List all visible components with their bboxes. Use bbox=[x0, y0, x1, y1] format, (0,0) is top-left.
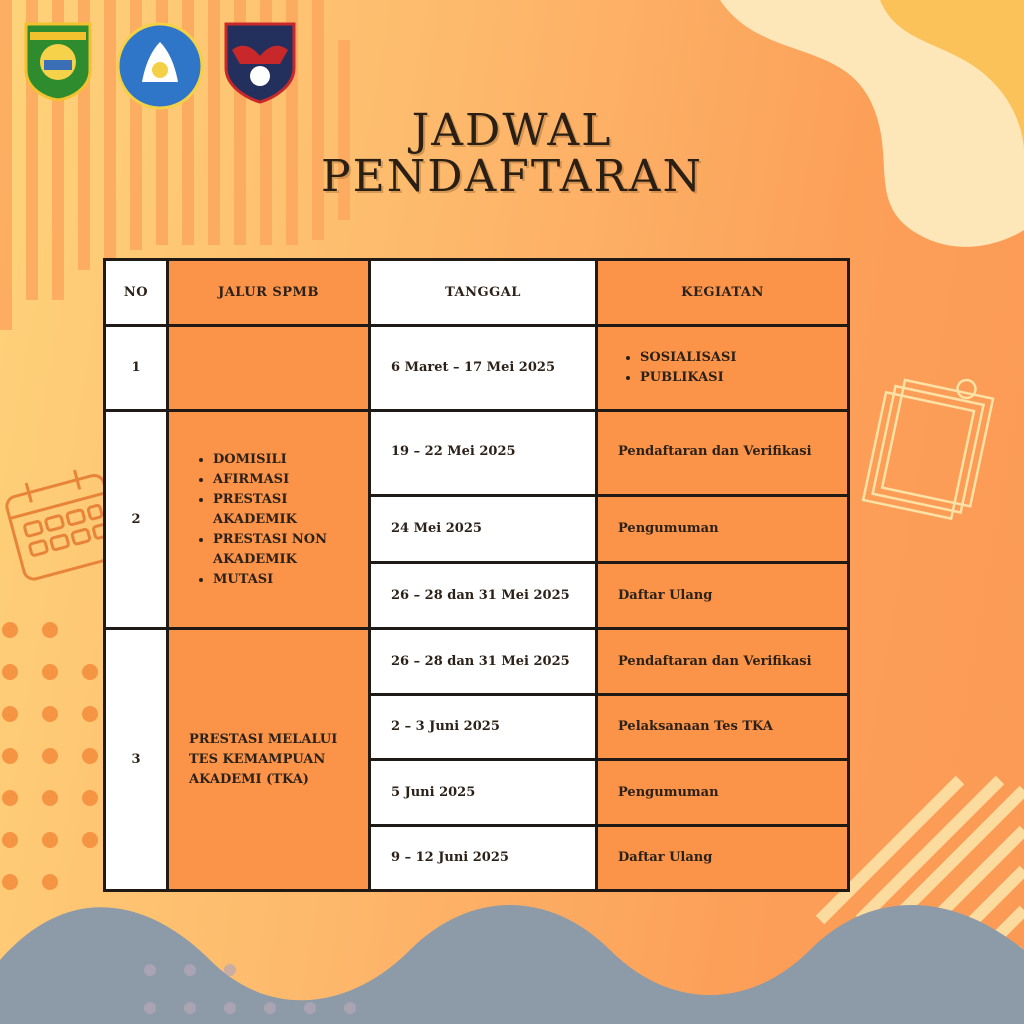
tanggal-cell: 6 Maret – 17 Mei 2025 bbox=[371, 327, 595, 409]
row-number: 2 bbox=[106, 412, 166, 627]
tut-wuri-handayani-emblem bbox=[114, 20, 206, 112]
list-item: • PUBLIKASI bbox=[640, 368, 736, 388]
kegiatan-cell: Pelaksanaan Tes TKA bbox=[598, 696, 847, 758]
tanggal-cell: 19 – 22 Mei 2025 bbox=[371, 412, 595, 494]
list-item: • PRESTASI NON AKADEMIK bbox=[213, 530, 358, 570]
jalur-cell: PRESTASI MELALUI TES KEMAMPUAN AKADEMI (TKA) bbox=[169, 630, 368, 889]
schedule-table bbox=[103, 258, 850, 892]
list-item: • SOSIALISASI bbox=[640, 348, 736, 368]
tanggal-cell: 5 Juni 2025 bbox=[371, 761, 595, 824]
tanggal-cell: 9 – 12 Juni 2025 bbox=[371, 827, 595, 889]
list-item: • AFIRMASI bbox=[213, 470, 358, 490]
row-number: 3 bbox=[106, 630, 166, 889]
row-number: 1 bbox=[106, 327, 166, 409]
list-item: • DOMISILI bbox=[213, 450, 358, 470]
kegiatan-cell: Pendaftaran dan Verifikasi bbox=[598, 630, 847, 693]
tanggal-cell: 2 – 3 Juni 2025 bbox=[371, 696, 595, 758]
sman-19-palembang-emblem bbox=[222, 20, 298, 104]
clipboard-icon bbox=[863, 364, 996, 522]
title-line-1: JADWAL bbox=[411, 105, 613, 156]
page-title bbox=[262, 105, 762, 202]
sumatera-selatan-emblem bbox=[22, 20, 94, 102]
list-item: • PRESTASI AKADEMIK bbox=[213, 490, 358, 530]
jalur-cell-empty bbox=[169, 327, 368, 409]
title-line-2: PENDAFTARAN bbox=[321, 151, 703, 202]
kegiatan-list bbox=[598, 348, 736, 388]
header-jalur: JALUR SPMB bbox=[169, 261, 368, 324]
list-item: • MUTASI bbox=[213, 570, 358, 590]
kegiatan-cell: Pendaftaran dan Verifikasi bbox=[598, 412, 847, 494]
header-tanggal: TANGGAL bbox=[371, 261, 595, 324]
kegiatan-cell: Daftar Ulang bbox=[598, 827, 847, 889]
jalur-list bbox=[169, 450, 368, 590]
header-no: NO bbox=[106, 261, 166, 324]
kegiatan-cell: Pengumuman bbox=[598, 761, 847, 824]
tanggal-cell: 26 – 28 dan 31 Mei 2025 bbox=[371, 564, 595, 627]
kegiatan-cell: Daftar Ulang bbox=[598, 564, 847, 627]
tanggal-cell: 24 Mei 2025 bbox=[371, 497, 595, 561]
dots-decoration bbox=[2, 622, 98, 890]
kegiatan-cell: Pengumuman bbox=[598, 497, 847, 561]
tanggal-cell: 26 – 28 dan 31 Mei 2025 bbox=[371, 630, 595, 693]
kegiatan-cell bbox=[598, 327, 847, 409]
jalur-cell bbox=[169, 412, 368, 627]
header-kegiatan: KEGIATAN bbox=[598, 261, 847, 324]
